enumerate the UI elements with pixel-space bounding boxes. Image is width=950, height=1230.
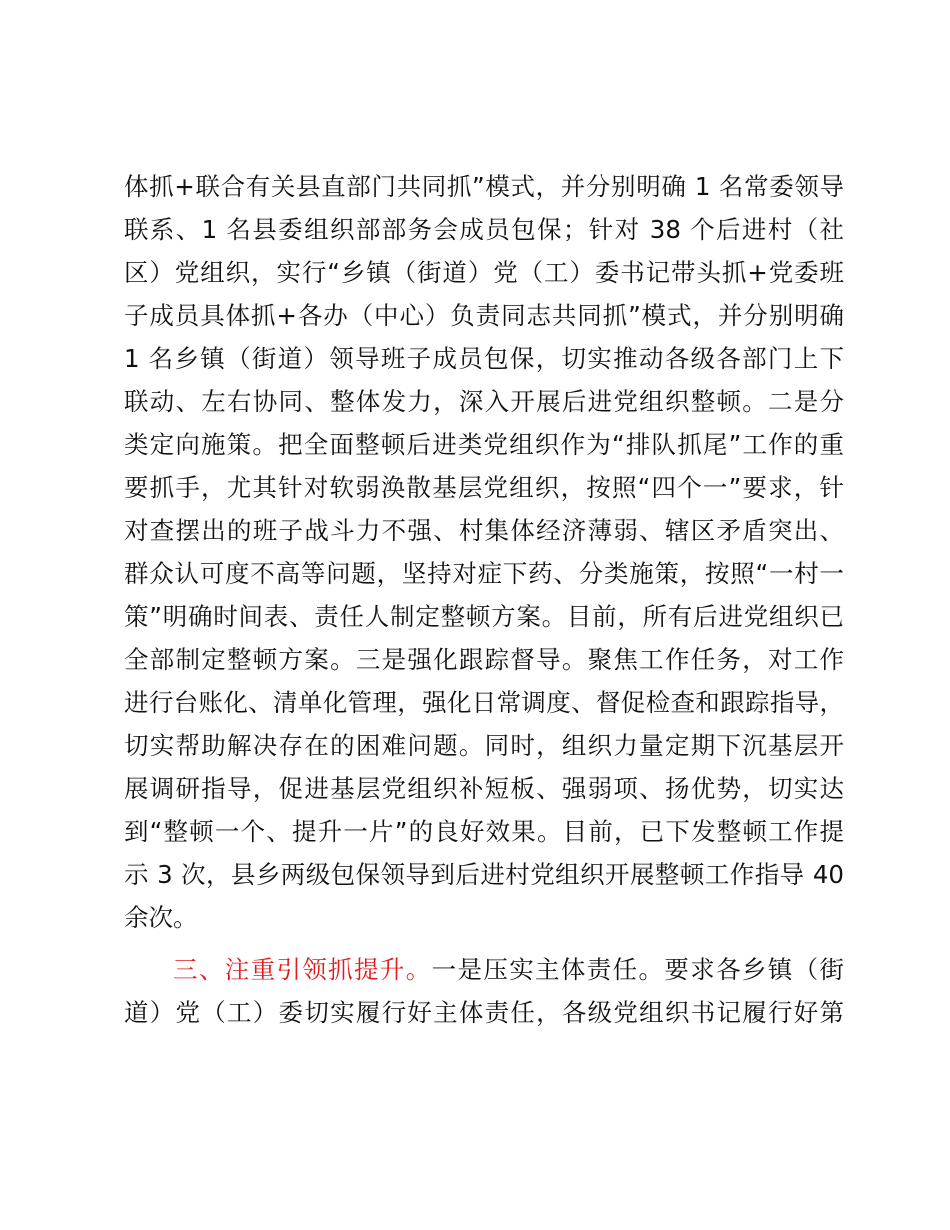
- text-line: 群众认可度不高等问题，坚持对症下药、分类施策，按照“一村一: [124, 559, 844, 588]
- text-line: 展调研指导，促进基层党组织补短板、强弱项、扬优势，切实达: [124, 774, 844, 803]
- text-line: 联动、左右协同、整体发力，深入开展后进党组织整顿。二是分: [124, 387, 844, 416]
- text-line: 1 名乡镇（街道）领导班子成员包保，切实推动各级各部门上下: [124, 344, 844, 373]
- text-line: 策”明确时间表、责任人制定整顿方案。目前，所有后进党组织已: [124, 602, 844, 631]
- text-line: 全部制定整顿方案。三是强化跟踪督导。聚焦工作任务，对工作: [124, 645, 844, 674]
- text-line: 进行台账化、清单化管理，强化日常调度、督促检查和跟踪指导，: [124, 688, 844, 717]
- text-line: 切实帮助解决存在的困难问题。同时，组织力量定期下沉基层开: [124, 731, 844, 760]
- text-line: 区）党组织，实行“乡镇（街道）党（工）委书记带头抓+党委班: [124, 258, 844, 287]
- text-line: 类定向施策。把全面整顿后进类党组织作为“排队抓尾”工作的重: [124, 430, 844, 459]
- text-line: 对查摆出的班子战斗力不强、村集体经济薄弱、辖区矛盾突出、: [124, 516, 844, 545]
- text-line: 子成员具体抓+各办（中心）负责同志共同抓”模式，并分别明确: [124, 301, 844, 330]
- text-line: 联系、1 名县委组织部部务会成员包保；针对 38 个后进村（社: [124, 215, 844, 244]
- section3-text: 一是压实主体责任。要求各乡镇（街: [431, 955, 845, 984]
- section3-first-line: [124, 948, 844, 991]
- text-line: 要抓手，尤其针对软弱涣散基层党组织，按照“四个一”要求，针: [124, 473, 844, 502]
- body-text: [124, 165, 844, 1034]
- text-line: 到“整顿一个、提升一片”的良好效果。目前，已下发整顿工作提: [124, 817, 844, 846]
- section3-heading: 三、注重引领抓提升。: [173, 955, 432, 984]
- text-line: 余次。: [124, 903, 198, 932]
- text-line: 示 3 次，县乡两级包保领导到后进村党组织开展整顿工作指导 40: [124, 860, 844, 889]
- text-line: 道）党（工）委切实履行好主体责任，各级党组织书记履行好第: [124, 998, 844, 1027]
- text-line: 体抓+联合有关县直部门共同抓”模式，并分别明确 1 名常委领导: [124, 172, 844, 201]
